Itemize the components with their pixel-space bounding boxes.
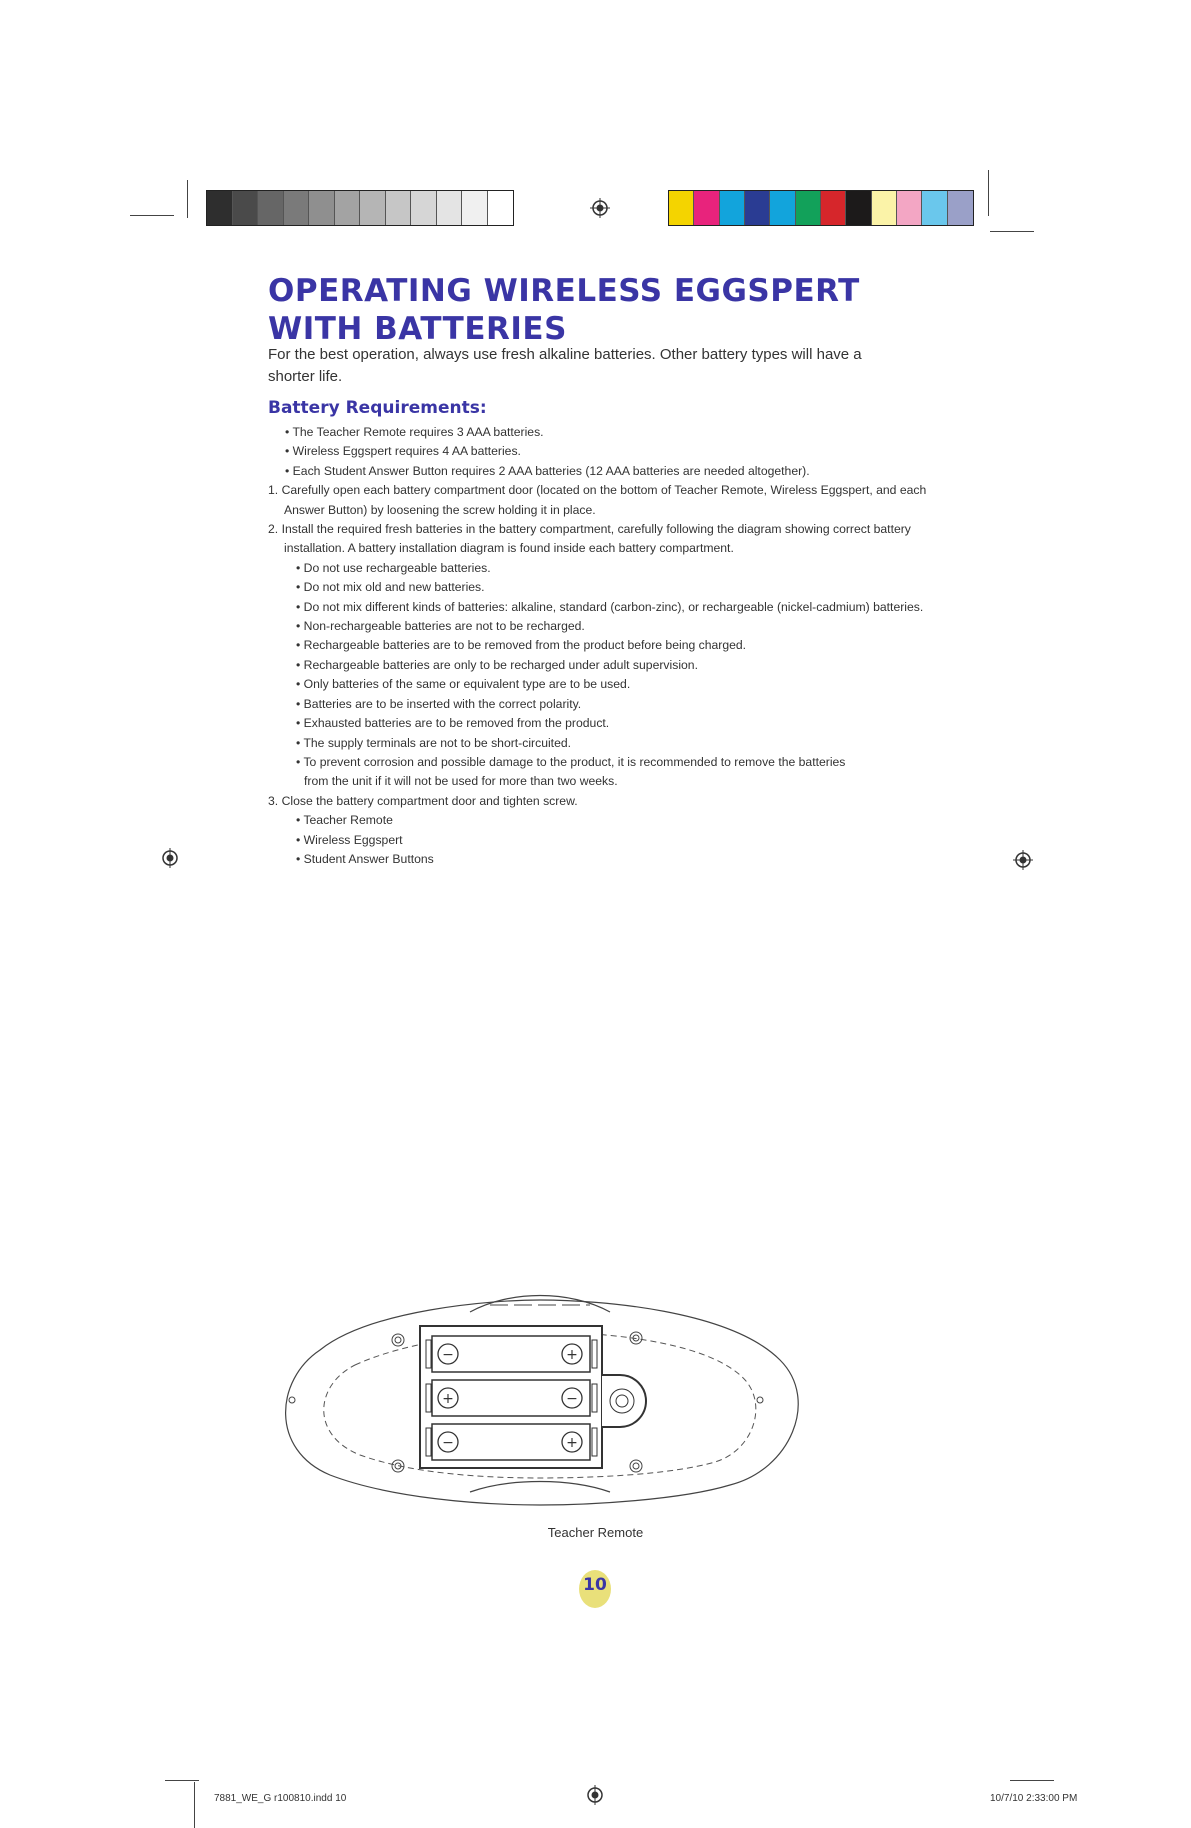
file-slug: 7881_WE_G r100810.indd 10 <box>214 1793 347 1804</box>
step2-bullet: • Rechargeable batteries are only to be recharged under adult supervision. <box>296 657 698 672</box>
crop-mark-bottom-left-v <box>194 1782 195 1828</box>
battery-left-polarity: − <box>442 1347 454 1363</box>
color-swatch <box>770 191 795 225</box>
battery-cell <box>426 1336 597 1372</box>
requirement-item: • Wireless Eggspert requires 4 AA batteries. <box>285 444 521 459</box>
step2-bullet: • Do not use rechargeable batteries. <box>296 560 491 575</box>
color-swatch <box>488 191 514 225</box>
color-swatch <box>207 191 233 225</box>
step2-bullet: • Batteries are to be inserted with the correct polarity. <box>296 696 582 711</box>
color-swatch <box>411 191 437 225</box>
side-hole <box>757 1397 763 1403</box>
crop-mark-top-left-v <box>187 180 188 218</box>
battery-left-polarity: − <box>442 1435 454 1451</box>
color-swatch <box>694 191 719 225</box>
requirement-item: • Each Student Answer Button requires 2 AAA batteries (12 AAA batteries are needed altogether). <box>285 463 810 478</box>
color-swatch <box>462 191 488 225</box>
step2-bullet: • To prevent corrosion and possible damage to the product, it is recommended to remove the batteries from the unit if it will not be used for more than two weeks. <box>296 754 846 789</box>
step2-bullet: • The supply terminals are not to be short-circuited. <box>296 735 572 750</box>
color-swatch <box>897 191 922 225</box>
color-swatch <box>872 191 897 225</box>
color-swatch <box>360 191 386 225</box>
color-swatch <box>745 191 770 225</box>
step3-bullet: • Student Answer Buttons <box>296 851 434 866</box>
screw <box>392 1334 404 1346</box>
step2-bullet: • Only batteries of the same or equivalent type are to be used. <box>296 677 631 692</box>
battery-right-polarity: + <box>566 1435 578 1451</box>
requirement-item: • The Teacher Remote requires 3 AAA batteries. <box>285 425 544 439</box>
registration-mark-bottom <box>585 1785 605 1805</box>
page-title <box>268 272 968 348</box>
color-swatch <box>335 191 361 225</box>
teacher-remote-diagram <box>260 1270 820 1515</box>
color-swatch <box>437 191 463 225</box>
title-line-2: WITH BATTERIES <box>268 311 567 347</box>
crop-mark-top-right-v <box>988 170 989 216</box>
color-swatch <box>720 191 745 225</box>
color-swatch <box>284 191 310 225</box>
intro-paragraph: For the best operation, always use fresh alkaline batteries. Other battery types will have a shorter life. <box>268 346 862 385</box>
battery-cell <box>426 1424 597 1460</box>
battery-requirements-heading: Battery Requirements: <box>268 398 487 418</box>
date-slug: 10/7/10 2:33:00 PM <box>990 1793 1078 1804</box>
screw <box>630 1460 642 1472</box>
instructions-list <box>268 423 928 869</box>
color-swatch <box>922 191 947 225</box>
registration-mark-right <box>1013 850 1033 870</box>
color-swatch <box>258 191 284 225</box>
color-swatch <box>233 191 259 225</box>
diagram-caption: Teacher Remote <box>547 1525 644 1540</box>
color-swatch <box>386 191 412 225</box>
step2-bullet: • Rechargeable batteries are to be removed from the product before being charged. <box>296 638 747 653</box>
step3-bullet: • Wireless Eggspert <box>296 832 403 847</box>
color-swatch <box>948 191 973 225</box>
color-swatch <box>669 191 694 225</box>
color-swatch <box>796 191 821 225</box>
bottom-groove <box>470 1482 610 1493</box>
color-swatch <box>846 191 871 225</box>
step2-bullet: • Do not mix different kinds of batteries: alkaline, standard (carbon-zinc), or rechargeable (nickel-cadmium) batteries. <box>296 599 924 614</box>
gray-scale-bar <box>206 190 514 226</box>
title-line-1: OPERATING WIRELESS EGGSPERT <box>268 273 860 309</box>
top-groove <box>470 1296 610 1313</box>
step3-bullet: • Teacher Remote <box>296 813 393 828</box>
crop-mark-bottom-right-h <box>1010 1780 1054 1781</box>
battery-left-polarity: + <box>442 1391 454 1407</box>
step-item: 2. Install the required fresh batteries in the battery compartment, carefully following the diagram showing correct battery installation. A battery installation diagram is found inside each battery compartment. <box>268 522 911 556</box>
step2-bullet: • Non-rechargeable batteries are not to be recharged. <box>296 619 585 634</box>
battery-right-polarity: + <box>566 1347 578 1363</box>
step2-bullet: • Do not mix old and new batteries. <box>296 580 485 595</box>
registration-mark-top <box>590 198 610 218</box>
crop-mark-top-left-h <box>130 215 174 216</box>
page-number: 10 <box>583 1575 607 1595</box>
step-item: 3. Close the battery compartment door and tighten screw. <box>268 793 578 808</box>
step2-bullet: • Exhausted batteries are to be removed from the product. <box>296 716 610 731</box>
registration-mark-left <box>160 848 180 868</box>
crop-mark-bottom-left-h <box>165 1780 199 1781</box>
battery-cell <box>426 1380 597 1416</box>
color-bar <box>668 190 974 226</box>
crop-mark-top-right-h <box>990 231 1034 232</box>
color-swatch <box>821 191 846 225</box>
battery-right-polarity: − <box>566 1391 578 1407</box>
color-swatch <box>309 191 335 225</box>
compartment-tab <box>602 1375 646 1427</box>
step-item: 1. Carefully open each battery compartment door (located on the bottom of Teacher Remote, Wireless Eggspert, and each Answer Button) by loosening the screw holding it in place. <box>268 483 927 517</box>
side-hole <box>289 1397 295 1403</box>
